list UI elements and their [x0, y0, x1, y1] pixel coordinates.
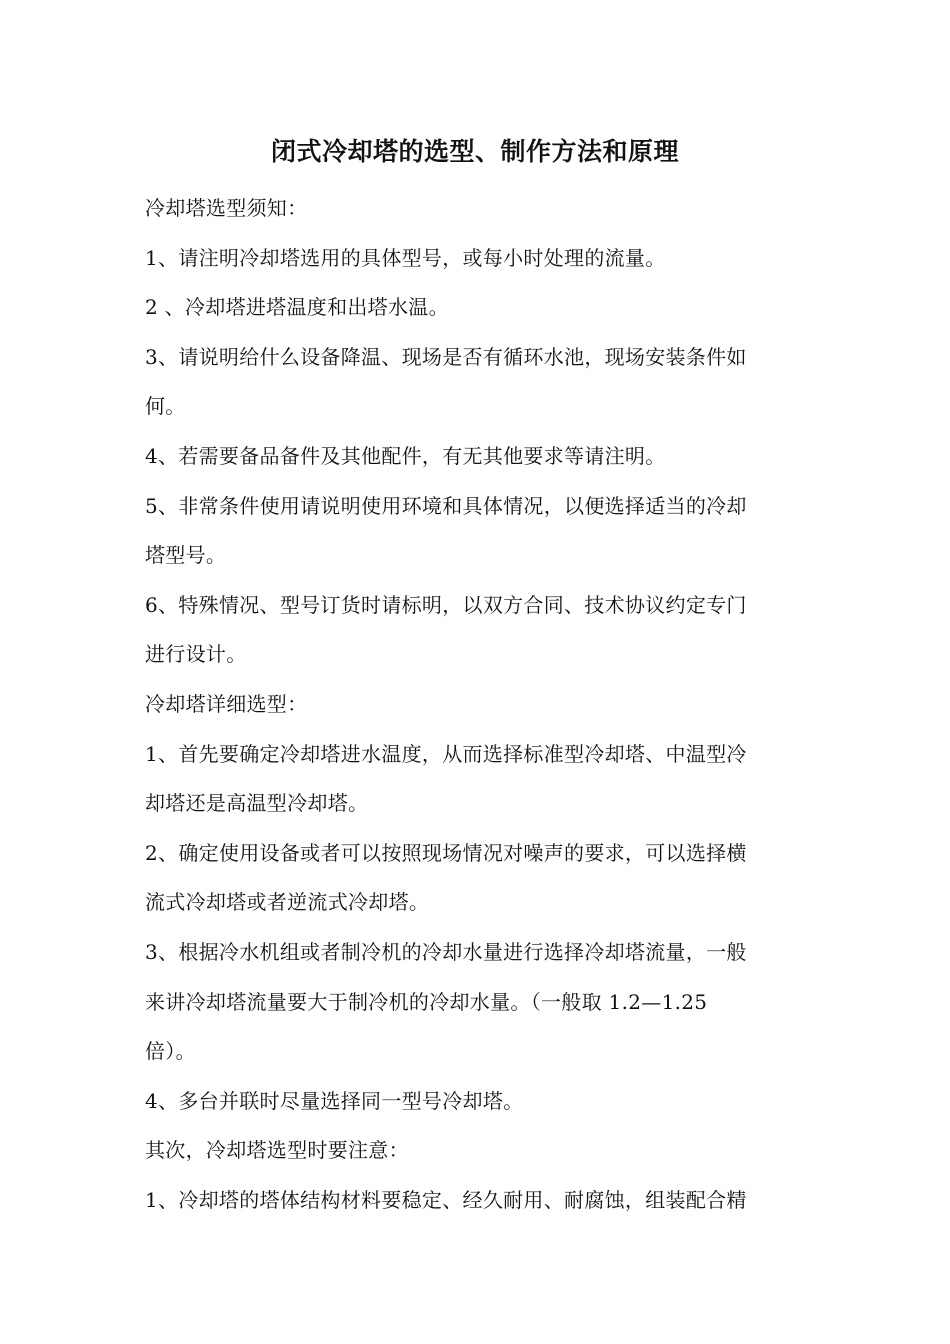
- section-heading-selection-cautions: 其次，冷却塔选型时要注意：: [145, 1138, 409, 1163]
- paragraph-line: 1、首先要确定冷却塔进水温度，从而选择标准型冷却塔、中温型冷: [145, 741, 747, 766]
- section-heading-detailed-selection: 冷却塔详细选型：: [145, 691, 308, 716]
- paragraph-line: 5、非常条件使用请说明使用环境和具体情况，以便选择适当的冷却: [145, 493, 747, 518]
- document-body: [145, 184, 810, 1225]
- section-heading-selection-notes: 冷却塔选型须知：: [145, 196, 308, 220]
- paragraph-line: 1、冷却塔的塔体结构材料要稳定、经久耐用、耐腐蚀，组装配合精: [145, 1187, 747, 1212]
- paragraph-line: 流式冷却塔或者逆流式冷却塔。: [145, 890, 430, 915]
- paragraph-line: 2 、冷却塔进塔温度和出塔水温。: [145, 295, 449, 320]
- paragraph-line: 4、多台并联时尽量选择同一型号冷却塔。: [145, 1088, 524, 1113]
- paragraph-line: 4、若需要备品备件及其他配件，有无其他要求等请注明。: [145, 443, 666, 468]
- paragraph-line: 何。: [145, 394, 186, 419]
- paragraph-line: 2、确定使用设备或者可以按照现场情况对噪声的要求，可以选择横: [145, 840, 747, 865]
- paragraph-line: 却塔还是高温型冷却塔。: [145, 791, 369, 816]
- paragraph-line: 3、根据冷水机组或者制冷机的冷却水量进行选择冷却塔流量，一般: [145, 939, 747, 964]
- paragraph-line: 来讲冷却塔流量要大于制冷机的冷却水量。（一般取 1.2—1.25: [145, 989, 708, 1014]
- paragraph-line: 塔型号。: [145, 543, 227, 568]
- paragraph-line: 1、请注明冷却塔选用的具体型号，或每小时处理的流量。: [145, 245, 666, 270]
- paragraph-line: 进行设计。: [145, 642, 247, 667]
- paragraph-line: 3、请说明给什么设备降温、现场是否有循环水池，现场安装条件如: [145, 344, 747, 369]
- paragraph-line: 倍）。: [145, 1039, 196, 1064]
- paragraph-line: 6、特殊情况、型号订货时请标明，以双方合同、技术协议约定专门: [145, 592, 747, 617]
- document-title: 闭式冷却塔的选型、制作方法和原理: [270, 137, 679, 166]
